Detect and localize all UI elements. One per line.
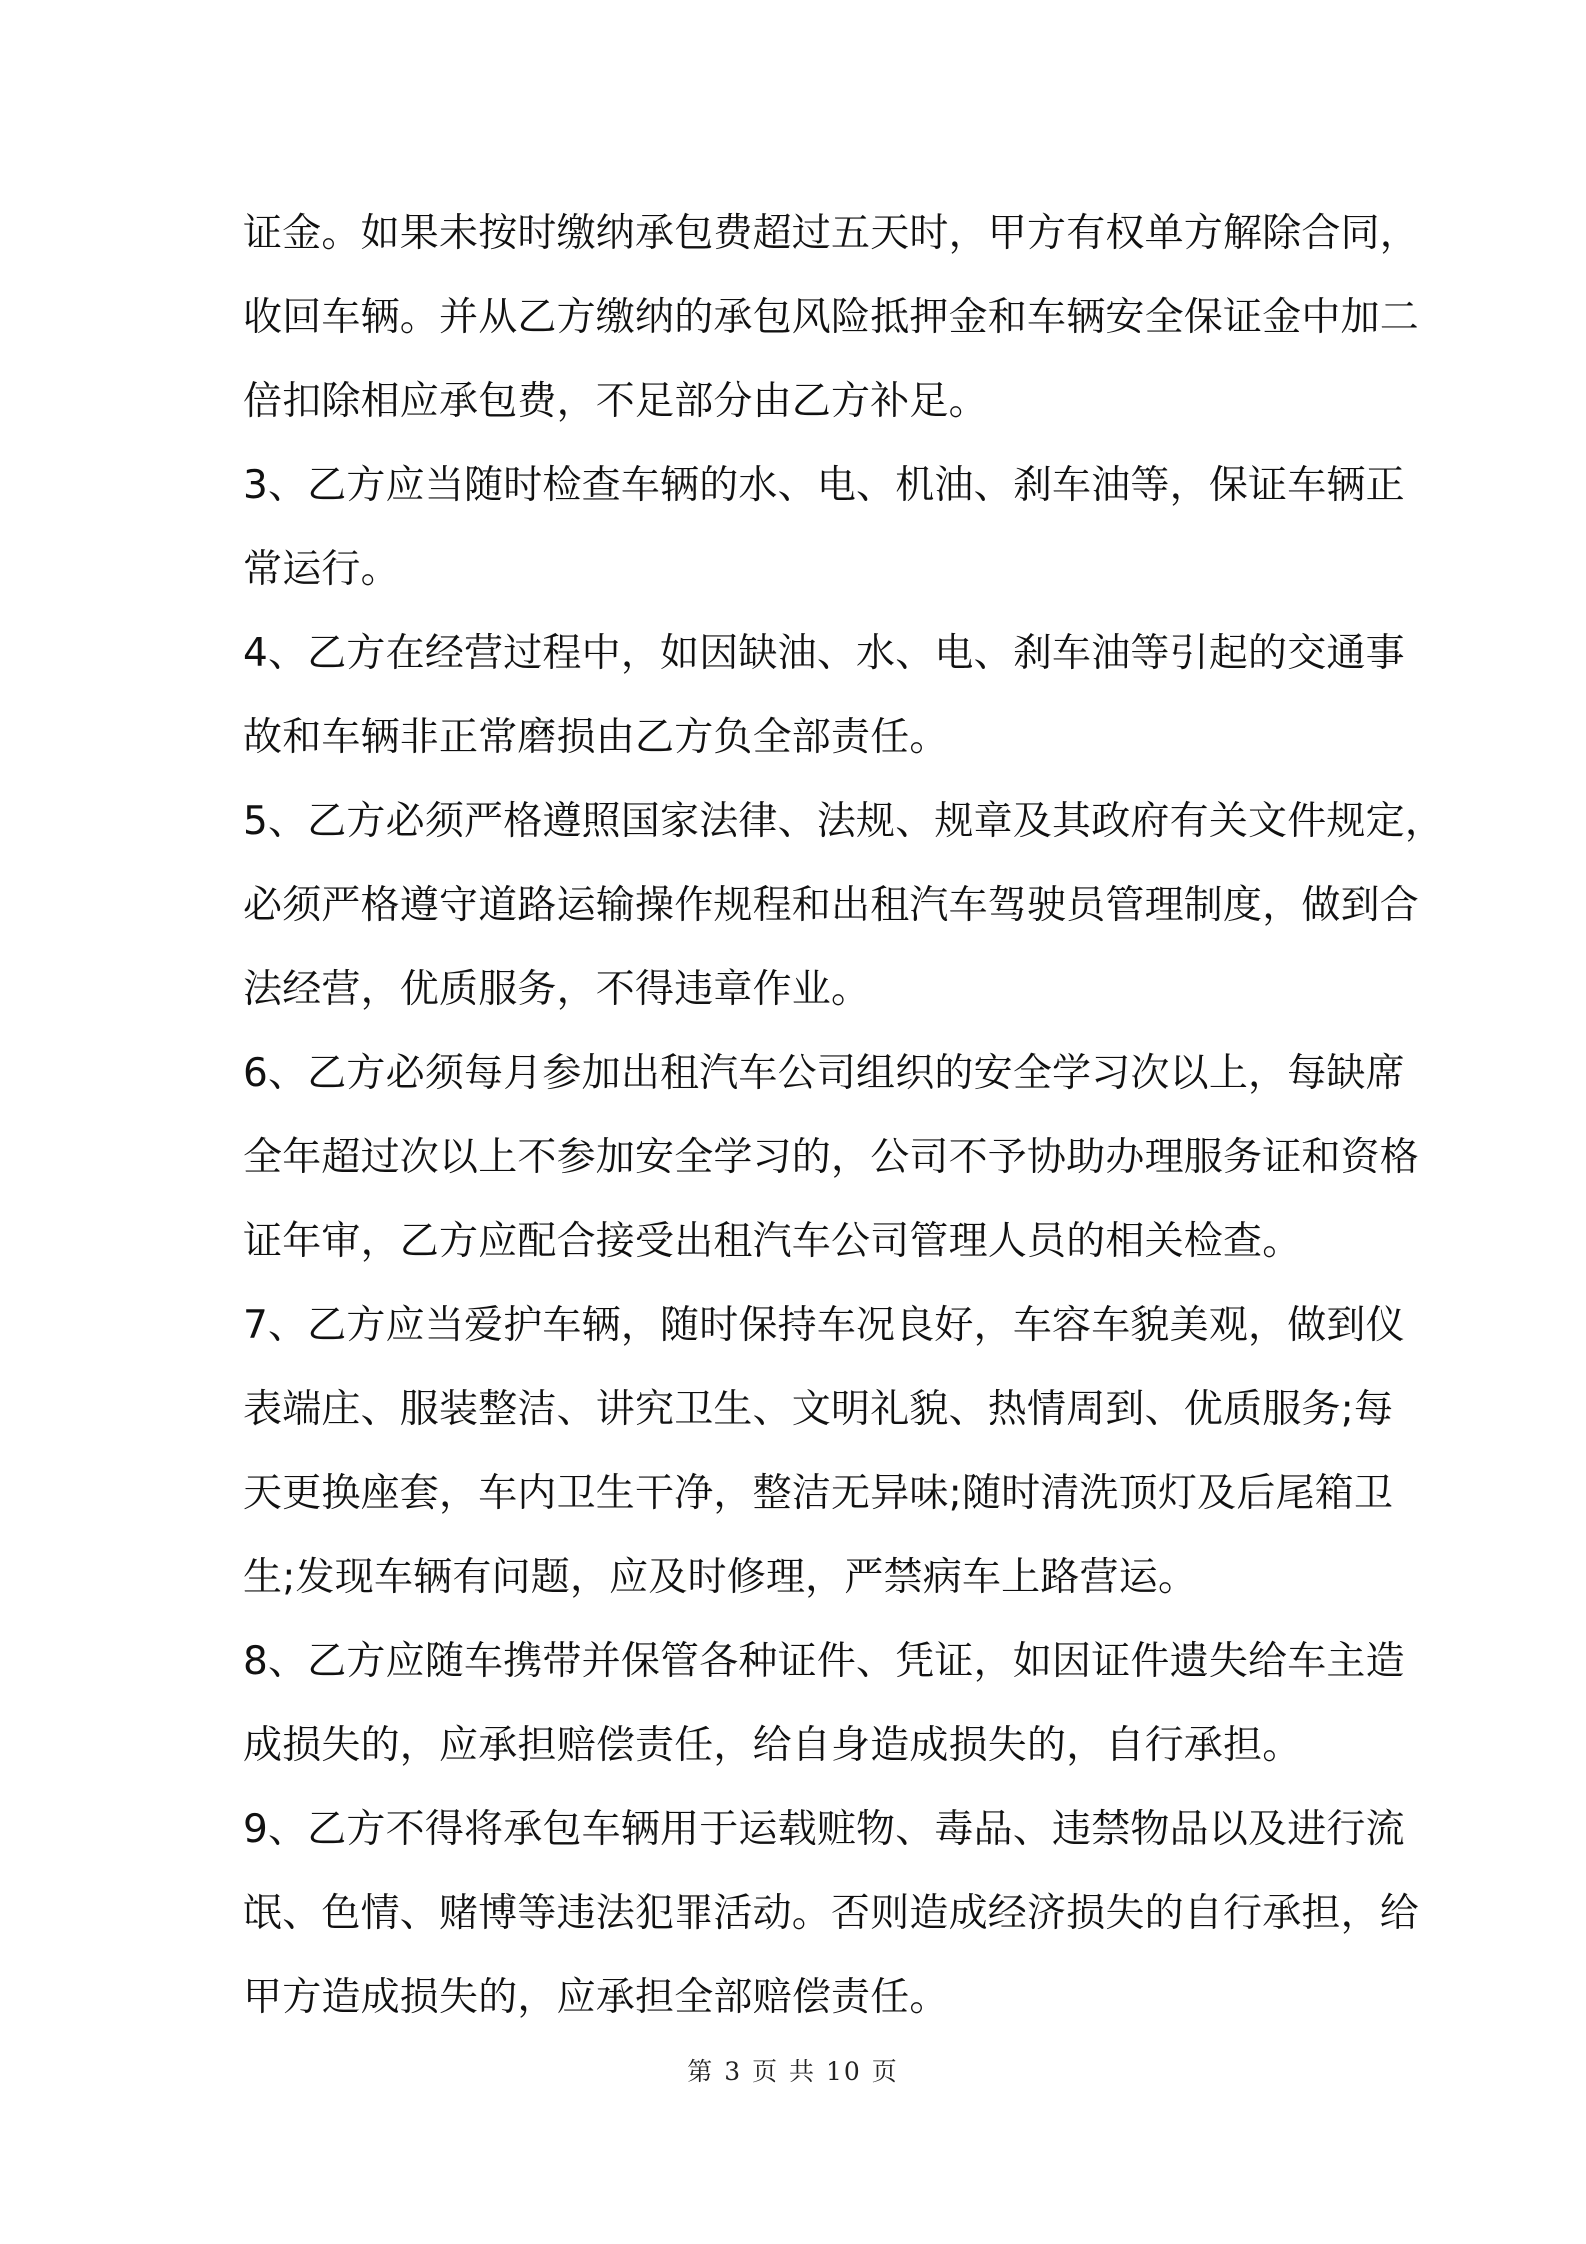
text-line: 8、乙方应随车携带并保管各种证件、凭证，如因证件遗失给车主造	[243, 1639, 1405, 1684]
text-line: 证年审，乙方应配合接受出租汽车公司管理人员的相关检查。	[243, 1219, 1302, 1264]
text-line: 收回车辆。并从乙方缴纳的承包风险抵押金和车辆安全保证金中加二	[243, 295, 1420, 340]
text-line: 表端庄、服装整洁、讲究卫生、文明礼貌、热情周到、优质服务;每	[243, 1387, 1394, 1432]
text-line: 证金。如果未按时缴纳承包费超过五天时，甲方有权单方解除合同，	[243, 211, 1420, 256]
text-line: 法经营，优质服务，不得违章作业。	[243, 967, 871, 1012]
text-line: 甲方造成损失的，应承担全部赔偿责任。	[243, 1975, 949, 2020]
text-line: 3、乙方应当随时检查车辆的水、电、机油、刹车油等，保证车辆正	[243, 463, 1405, 508]
text-line: 生;发现车辆有问题，应及时修理，严禁病车上路营运。	[243, 1555, 1198, 1600]
document-body	[243, 192, 1445, 2040]
text-line: 4、乙方在经营过程中，如因缺油、水、电、刹车油等引起的交通事	[243, 631, 1405, 676]
text-line: 全年超过次以上不参加安全学习的，公司不予协助办理服务证和资格	[243, 1135, 1420, 1180]
page-number-footer: 第 3 页 共 10 页	[687, 2057, 899, 2086]
text-line: 故和车辆非正常磨损由乙方负全部责任。	[243, 715, 949, 760]
text-line: 9、乙方不得将承包车辆用于运载赃物、毒品、违禁物品以及进行流	[243, 1807, 1405, 1852]
text-line: 天更换座套，车内卫生干净，整洁无异味;随时清洗顶灯及后尾箱卫	[243, 1471, 1394, 1516]
text-line: 倍扣除相应承包费，不足部分由乙方补足。	[243, 379, 988, 424]
text-line: 7、乙方应当爱护车辆，随时保持车况良好，车容车貌美观，做到仪	[243, 1303, 1405, 1348]
text-line: 常运行。	[243, 547, 400, 592]
text-line: 氓、色情、赌博等违法犯罪活动。否则造成经济损失的自行承担，给	[243, 1891, 1420, 1936]
text-line: 6、乙方必须每月参加出租汽车公司组织的安全学习次以上，每缺席	[243, 1051, 1405, 1096]
text-line: 成损失的，应承担赔偿责任，给自身造成损失的，自行承担。	[243, 1723, 1302, 1768]
text-line: 必须严格遵守道路运输操作规程和出租汽车驾驶员管理制度，做到合	[243, 883, 1420, 928]
text-line: 5、乙方必须严格遵照国家法律、法规、规章及其政府有关文件规定，	[243, 799, 1445, 844]
